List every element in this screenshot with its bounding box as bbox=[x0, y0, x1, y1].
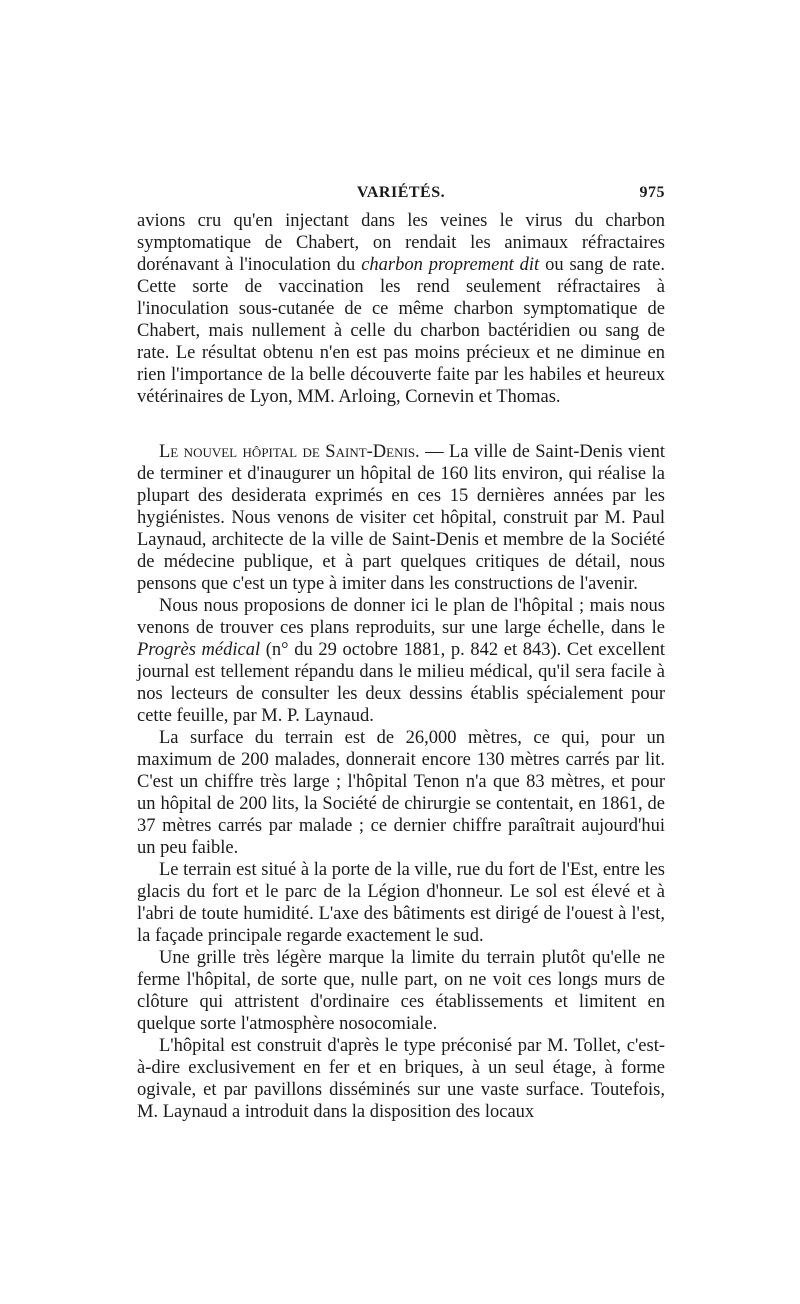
paragraph-text: (n° du 29 octobre 1881, p. 842 et 843). Cet excellent journal est tellement répandu dans le milieu médical, qu'il sera facile à nos lecteurs de consulter les deux dessins établis spécialement pour cette feuille, par M. P. Laynaud. bbox=[137, 640, 665, 726]
paragraph-text: — La ville de Saint-Denis vient de terminer et d'inaugurer un hôpital de 160 lits environ, qui réalise la plupart des desiderata exprimés en ces 15 dernières années par les hygiénistes. Nous venons de visiter cet hôpital, construit par M. Paul Laynaud, architecte de la ville de Saint-Denis et membre de la Société de médecine publique, et à part quelques critiques de détail, nous pensons que c'est un type à imiter dans les constructions de l'avenir. bbox=[137, 442, 665, 594]
section-heading: Le nouvel hôpital de Saint-Denis. bbox=[159, 442, 420, 462]
paragraph-construction: L'hôpital est construit d'après le type préconisé par M. Tollet, c'est-à-dire exclusivement en fer et en briques, à un seul étage, à forme ogivale, et par pavillons disséminés sur une vaste surface. Toutefois, M. Laynaud a introduit dans la disposition des locaux bbox=[137, 1036, 665, 1122]
section-gap bbox=[137, 408, 665, 441]
paragraph-text: Nous nous proposions de donner ici le plan de l'hôpital ; mais nous venons de trouver ces plans reproduits, sur une large échelle, dans le bbox=[137, 596, 665, 638]
paragraph-grille: Une grille très légère marque la limite du terrain plutôt qu'elle ne ferme l'hôpital, de sorte que, nulle part, on ne voit ces longs murs de clôture qui attristent d'ordinaire ces établissements et limitent en quelque sorte l'atmosphère nosocomiale. bbox=[137, 948, 665, 1034]
paragraph-text: ou sang de rate. Cette sorte de vaccination les rend seulement réfractaires à l'inoculation sous-cutanée de ce même charbon symptomatique de Chabert, mais nullement à celle du charbon bactéridien ou sang de rate. Le résultat obtenu n'en est pas moins précieux et ne diminue en rien l'importance de la belle découverte faite par les habiles et heureux vétérinaires de Lyon, MM. Arloing, Cornevin et Thomas. bbox=[137, 255, 665, 407]
running-head bbox=[137, 184, 665, 210]
page-number: 975 bbox=[639, 184, 665, 201]
paragraph-plan bbox=[137, 595, 665, 727]
paragraph-terrain: Le terrain est situé à la porte de la ville, rue du fort de l'Est, entre les glacis du fort et le parc de la Légion d'honneur. Le sol est élevé et à l'abri de toute humidité. L'axe des bâtiments est dirigé de l'ouest à l'est, la façade principale regarde exactement le sud. bbox=[137, 860, 665, 946]
paragraph-text: avions cru qu'en injectant dans les veines le virus du charbon symptomatique de Chabert, on rendait les animaux réfractaires dorénavant à l'inoculation du bbox=[137, 211, 665, 275]
italic-term: charbon proprement dit bbox=[361, 255, 540, 275]
running-title: VARIÉTÉS. bbox=[356, 184, 446, 201]
body-text bbox=[137, 210, 665, 1123]
paragraph-hopital-intro bbox=[137, 441, 665, 595]
paragraph-surface: La surface du terrain est de 26,000 mètres, ce qui, pour un maximum de 200 malades, donnerait encore 130 mètres carrés par lit. C'est un chiffre très large ; l'hôpital Tenon n'a que 83 mètres, et pour un hôpital de 200 lits, la Société de chirurgie se contentait, en 1861, de 37 mètres carrés par malade ; ce dernier chiffre paraîtrait aujourd'hui un peu faible. bbox=[137, 728, 665, 858]
book-page bbox=[137, 184, 665, 1123]
italic-journal-title: Progrès médical bbox=[137, 640, 261, 660]
paragraph-charbon bbox=[137, 210, 665, 408]
